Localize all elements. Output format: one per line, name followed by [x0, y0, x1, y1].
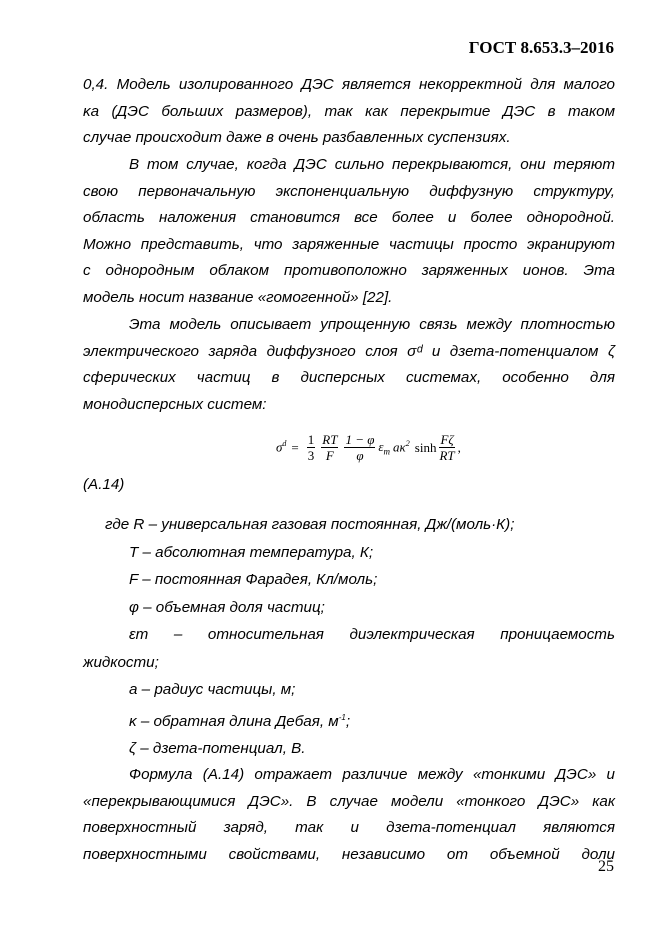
- formula-lhs: $\sigma^d$: [276, 439, 287, 455]
- definition-zeta: ζ – дзета-потенциал, В.: [129, 740, 306, 758]
- formula-fraction-phi: $\frac{1 - \varphi}{\varphi}$: [345, 432, 375, 463]
- paragraph-homogeneous-model: [83, 152, 615, 312]
- paragraph-isolated-model: [83, 72, 615, 152]
- definition-word: диэлектрическая: [349, 626, 475, 643]
- paragraph-model-description: [83, 312, 615, 418]
- definition-r: где R – универсальная газовая постоянная, Дж/(моль·К);: [105, 516, 515, 533]
- variable-definitions: [83, 511, 615, 763]
- definition-phi: φ – объемная доля частиц;: [129, 598, 325, 616]
- definition-word: относительная: [207, 626, 324, 643]
- definition-kappa: κ – обратная длина Дебая, $м^{-1}$;: [129, 712, 351, 730]
- text-line: поверхностный заряд, так и дзета-потенциал являются: [83, 819, 615, 837]
- formula-equals: =: [291, 439, 299, 455]
- text-line: Можно представить, что заряженные частицы просто экранируют: [83, 235, 615, 253]
- text-line: модель носит название «гомогенной» [22].: [83, 288, 393, 306]
- text-line: поверхностными свойствами, независимо от объемной доли: [83, 845, 615, 863]
- formula-epsilon: $\varepsilon_m$: [378, 438, 391, 457]
- epsilon-symbol: εm: [129, 626, 149, 643]
- definition-f: F – постоянная Фарадея, Кл/моль;: [129, 571, 378, 588]
- text-line: Эта модель описывает упрощенную связь между плотностью: [129, 316, 615, 333]
- text-line: «перекрывающимися ДЭС». В случае модели «тонкого ДЭС» как: [83, 792, 615, 810]
- formula-fraction-rt-f: $\frac{RT}{F}$: [322, 432, 338, 463]
- formula-a14: [276, 432, 461, 463]
- text-line: монодисперсных систем:: [83, 395, 267, 413]
- definition-t: T – абсолютная температура, К;: [129, 543, 374, 561]
- text-line: с однородным облаком противоположно заряженных ионов. Эта: [83, 262, 615, 280]
- definition-epsilon: [83, 621, 615, 649]
- formula-fraction-fzeta-rt: $\frac{F\zeta}{RT}$: [439, 432, 455, 463]
- document-standard-code: ГОСТ 8.653.3–2016: [468, 38, 614, 57]
- text-line: сферических частиц в дисперсных системах, особенно для: [83, 369, 615, 387]
- text-line: случае происходит даже в очень разбавленных суспензиях.: [83, 129, 511, 147]
- text-line: 0,4. Модель изолированного ДЭС является некорректной для малого: [83, 76, 615, 93]
- equation-number: (A.14): [83, 476, 125, 493]
- formula-sinh: sinh: [414, 439, 437, 455]
- definition-epsilon-continuation: жидкости;: [83, 653, 159, 671]
- text-line: κa (ДЭС больших размеров), так как перекрытие ДЭС в таком: [83, 102, 615, 120]
- page-number: 25: [598, 858, 614, 875]
- text-line: область наложения становится все более и более однородной.: [83, 209, 615, 227]
- text-line: свою первоначальную экспоненциальную диффузную структуру,: [83, 182, 615, 200]
- text-line: электрического заряда диффузного слоя σᵈ и дзета-потенциалом ζ: [83, 342, 615, 360]
- formula-a-kappa: $a\kappa^2$: [393, 439, 410, 455]
- text-line: Формула (A.14) отражает различие между «тонкими ДЭС» и: [129, 766, 615, 783]
- paragraph-formula-discussion: [83, 762, 615, 868]
- formula-fraction-one-third: $\frac{1}{3}$: [307, 432, 315, 463]
- definition-word: проницаемость: [500, 626, 615, 643]
- formula-comma: ,: [457, 439, 461, 455]
- text-line: В том случае, когда ДЭС сильно перекрываются, они теряют: [129, 156, 615, 173]
- definition-a: a – радиус частицы, м;: [129, 681, 296, 698]
- definition-dash: –: [173, 626, 183, 643]
